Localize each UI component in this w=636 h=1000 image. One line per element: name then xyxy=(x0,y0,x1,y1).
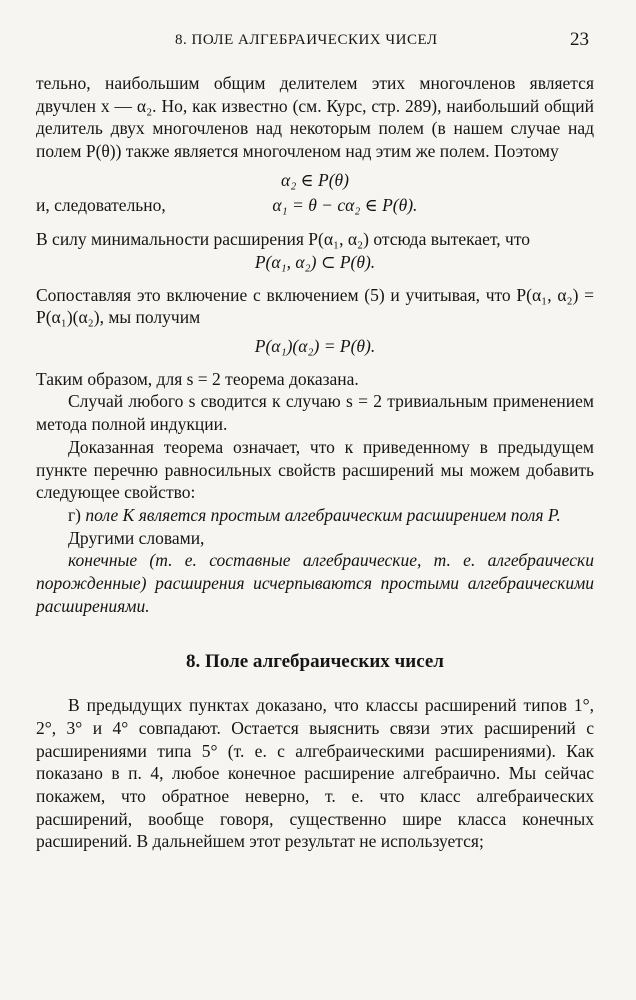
page-number: 23 xyxy=(570,29,589,50)
equation-3: P(α₁, α₂) ⊂ P(θ). xyxy=(254,251,376,272)
equation-2: α₁ = θ − cα₂ ∈ P(θ). xyxy=(272,194,418,215)
paragraph-6: Доказанная теорема означает, что к приведенному в предыдущем пункте перечню равносильных свойств расширений мы можем добавить следующее свойство: xyxy=(36,436,594,503)
equation-4: P(α₁)(α₂) = P(θ). xyxy=(254,336,376,357)
list-item-g-label: г) xyxy=(68,504,82,525)
list-item-g-text: поле K является простым алгебраическим расширением поля P. xyxy=(85,504,561,525)
conjunction-text: и, следовательно, xyxy=(36,194,166,215)
page-body xyxy=(36,72,594,853)
paragraph-2: В силу минимальности расширения P(α₁, α₂) отсюда вытекает, что xyxy=(36,229,530,250)
conjunction-line xyxy=(36,194,594,217)
paragraph-3: Сопоставляя это включение с включением (5) и учитывая, что P(α₁, α₂) = P(α₁)(α₂), мы получим xyxy=(36,284,594,328)
list-item-g xyxy=(36,504,594,527)
paragraph-5: Случай любого s сводится к случаю s = 2 тривиальным применением метода полной индукции. xyxy=(36,391,594,435)
paragraph-1: тельно, наибольшим общим делителем этих многочленов является двучлен x — α₂. Но, как известно (см. Курс, стр. 289), наибольший общий делитель двух многочленов над некоторым полем (в нашем случае над полем P(θ)) также является многочленом над этим же полем. Поэтому xyxy=(36,73,594,162)
section-heading: 8. Поле алгебраических чисел xyxy=(186,651,444,673)
running-title: 8. ПОЛЕ АЛГЕБРАИЧЕСКИХ ЧИСЕЛ xyxy=(175,32,438,48)
paragraph-4: Таким образом, для s = 2 теорема доказана. xyxy=(36,368,359,389)
paragraph-9: В предыдущих пунктах доказано, что классы расширений типов 1°, 2°, 3° и 4° совпадают. Остается выяснить связи этих расширений с расширениями типа 5° (т. е. с алгебраическими расширениями). Как показано в п. 4, любое конечное расширение алгебраично. Мы сейчас покажем, что обратное неверно, т. е. что класс алгебраических расширений, вообще говоря, существенно шире класса конечных расширений. В дальнейшем этот результат не используется; xyxy=(36,695,594,852)
equation-1: α₂ ∈ P(θ) xyxy=(281,169,349,190)
paragraph-7: Другими словами, xyxy=(68,527,205,548)
paragraph-8: конечные (т. е. составные алгебраические, т. е. алгебраически порожденные) расширения исчерпываются простыми алгебраическими расширениями. xyxy=(36,550,594,616)
